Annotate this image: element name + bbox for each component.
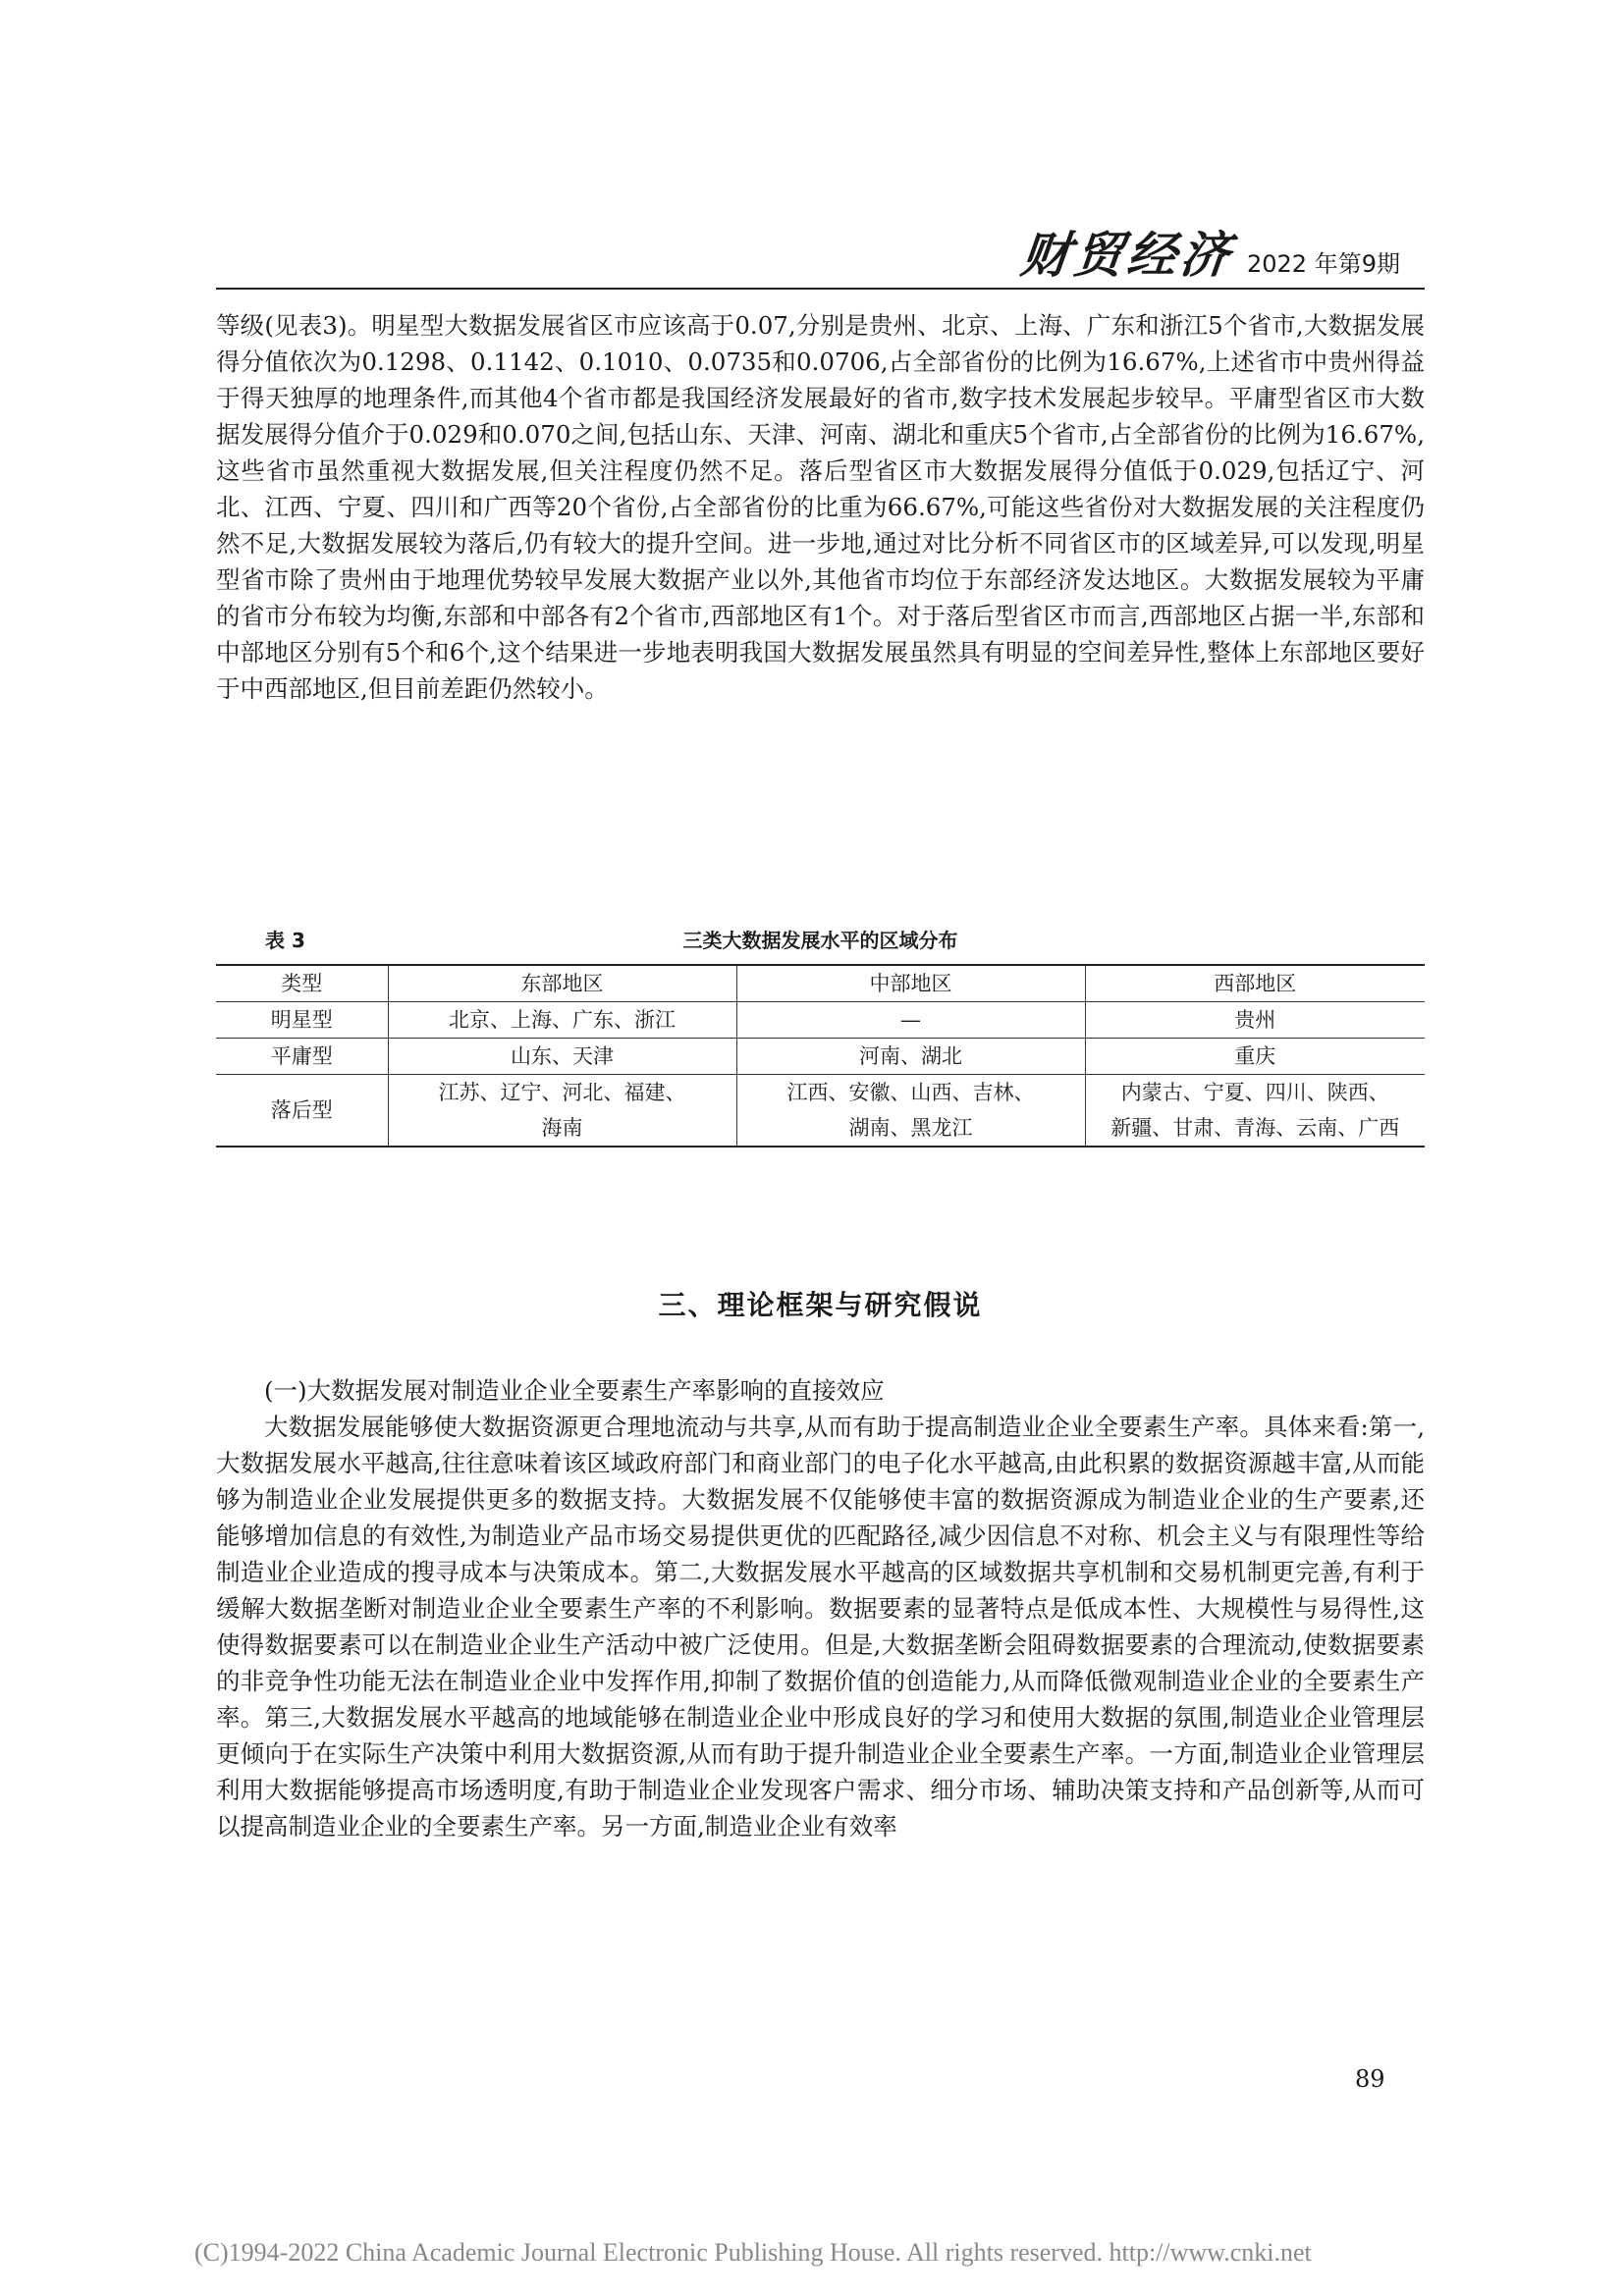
journal-logo: 财贸经济 (1017, 226, 1237, 284)
table-caption (216, 925, 1425, 954)
table-title: 三类大数据发展水平的区域分布 (682, 929, 958, 952)
page-number: 89 (1355, 2065, 1385, 2093)
table-cell-line: 内蒙古、宁夏、四川、陕西、 (1120, 1081, 1389, 1104)
table-row (216, 1039, 1425, 1075)
body-paragraph-1: 等级(见表3)。明星型大数据发展省区市应该高于0.07,分别是贵州、北京、上海、广东和浙江5个省市,大数据发展得分值依次为0.1298、0.1142、0.1010、0.0735和0.0706,占全部省份的比例为16.67%,上述省市中贵州得益于得天独厚的地理条件,而其他4个省市都是我国经济发展最好的省市,数字技术发展起步较早。平庸型省区市大数据发展得分值介于0.029和0.070之间,包括山东、天津、河南、湖北和重庆5个省市,占全部省份的比例为16.67%,这些省市虽然重视大数据发展,但关注程度仍然不足。落后型省区市大数据发展得分值低于0.029,包括辽宁、河北、江西、宁夏、四川和广西等20个省份,占全部省份的比重为66.67%,可能这些省份对大数据发展的关注程度仍然不足,大数据发展较为落后,仍有较大的提升空间。进一步地,通过对比分析不同省区市的区域差异,可以发现,明星型省市除了贵州由于地理优势较早发展大数据产业以外,其他省市均位于东部经济发达地区。大数据发展较为平庸的省市分布较为均衡,东部和中部各有2个省市,西部地区有1个。对于落后型省区市而言,西部地区占据一半,东部和中部地区分别有5个和6个,这个结果进一步地表明我国大数据发展虽然具有明显的空间差异性,整体上东部地区要好于中西部地区,但目前差距仍然较小。 (216, 311, 1425, 703)
table-cell-east: 山东、天津 (388, 1039, 736, 1075)
table-row (216, 1075, 1425, 1148)
table-cell-east: 北京、上海、广东、浙江 (388, 1002, 736, 1039)
copyright-footer: (C)1994-2022 China Academic Journal Electronic Publishing House. All rights reserved. http://www.cnki.net (194, 2238, 1312, 2267)
table-cell-west: 贵州 (1085, 1002, 1425, 1039)
table-cell-line: 海南 (541, 1116, 583, 1140)
table-cell-central (736, 1075, 1085, 1148)
table-header-row (216, 965, 1425, 1002)
header-rule (216, 288, 1425, 290)
subsection-heading: (一)大数据发展对制造业企业全要素生产率影响的直接效应 (264, 1376, 885, 1405)
table-header-cell: 西部地区 (1085, 965, 1425, 1002)
table-cell-line: 新疆、甘肃、青海、云南、广西 (1110, 1116, 1400, 1140)
table-header-cell: 东部地区 (388, 965, 736, 1002)
table-cell-east (388, 1075, 736, 1148)
region-distribution-table (216, 964, 1425, 1148)
table-cell-central: 河南、湖北 (736, 1039, 1085, 1075)
table-header-cell: 中部地区 (736, 965, 1085, 1002)
table-cell-line: 江苏、辽宁、河北、福建、 (438, 1081, 686, 1104)
issue-label: 2022 年第9期 (1247, 250, 1400, 278)
body-paragraph-2: 大数据发展能够使大数据资源更合理地流动与共享,从而有助于提高制造业企业全要素生产率。具体来看:第一,大数据发展水平越高,往往意味着该区域政府部门和商业部门的电子化水平越高,由此积累的数据资源越丰富,从而能够为制造业企业发展提供更多的数据支持。大数据发展不仅能够使丰富的数据资源成为制造业企业的生产要素,还能够增加信息的有效性,为制造业产品市场交易提供更优的匹配路径,减少因信息不对称、机会主义与有限理性等给制造业企业造成的搜寻成本与决策成本。第二,大数据发展水平越高的区域数据共享机制和交易机制更完善,有利于缓解大数据垄断对制造业企业全要素生产率的不利影响。数据要素的显著特点是低成本性、大规模性与易得性,这使得数据要素可以在制造业企业生产活动中被广泛使用。但是,大数据垄断会阻碍数据要素的合理流动,使数据要素的非竞争性功能无法在制造业企业中发挥作用,抑制了数据价值的创造能力,从而降低微观制造业企业的全要素生产率。第三,大数据发展水平越高的地域能够在制造业企业中形成良好的学习和使用大数据的氛围,制造业企业管理层更倾向于在实际生产决策中利用大数据资源,从而有助于提升制造业企业全要素生产率。一方面,制造业企业管理层利用大数据能够提高市场透明度,有助于制造业企业发现客户需求、细分市场、辅助决策支持和产品创新等,从而可以提高制造业企业的全要素生产率。另一方面,制造业企业有效率 (216, 1413, 1425, 1841)
table-cell-type: 落后型 (216, 1075, 388, 1148)
table-cell-line: 江西、安徽、山西、吉林、 (786, 1081, 1035, 1104)
table-row (216, 1002, 1425, 1039)
journal-header (1017, 226, 1424, 284)
table-cell-west: 重庆 (1085, 1039, 1425, 1075)
table-header-cell: 类型 (216, 965, 388, 1002)
table-cell-type: 明星型 (216, 1002, 388, 1039)
table-number: 表 3 (265, 929, 305, 952)
table-cell-type: 平庸型 (216, 1039, 388, 1075)
section-heading: 三、理论框架与研究假说 (658, 1289, 983, 1321)
table-cell-line: 湖南、黑龙江 (848, 1116, 973, 1140)
table-cell-central: — (736, 1002, 1085, 1039)
table-cell-west (1085, 1075, 1425, 1148)
